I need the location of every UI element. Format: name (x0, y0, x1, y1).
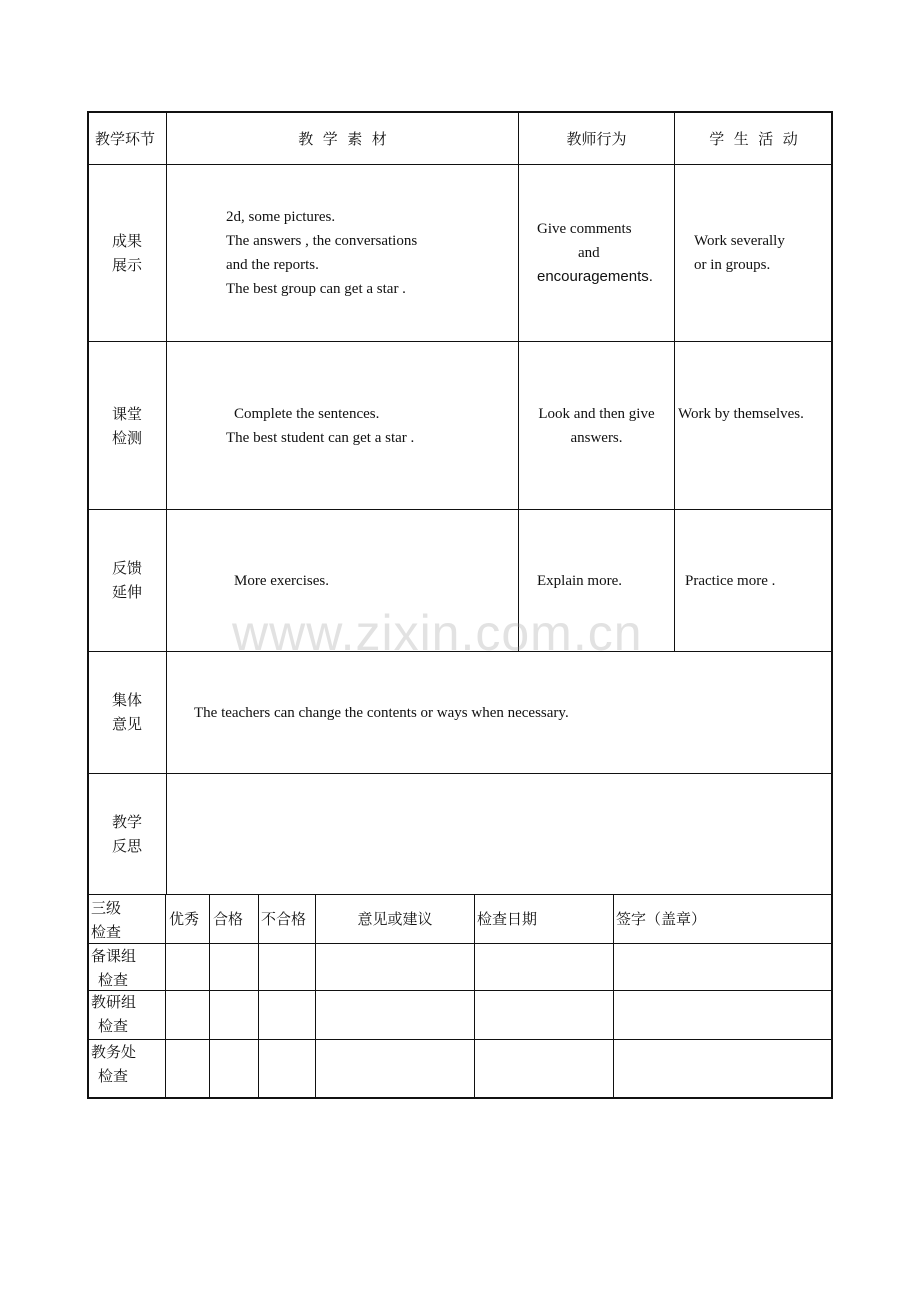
header-teacher: 教师行为 (566, 130, 627, 148)
check-excellent: 优秀 (169, 910, 200, 928)
col-divider (474, 894, 475, 1098)
row-divider (88, 894, 832, 895)
teacher-text: Look and then give answers. (538, 406, 655, 446)
col-divider (613, 894, 614, 1098)
check-date: 检查日期 (477, 910, 538, 928)
opinion-text: The teachers can change the contents or ways when necessary. (194, 705, 569, 721)
check-signature: 签字（盖章） (616, 910, 707, 928)
material-text: More exercises. (234, 573, 329, 589)
col-divider (518, 112, 519, 652)
student-text: Practice more . (685, 573, 776, 589)
row-divider (88, 341, 832, 342)
col-divider (165, 894, 166, 1098)
row-divider (88, 943, 832, 944)
header-material: 教 学 素 材 (298, 130, 387, 148)
material-text: Complete the sentences. The best student can get a star . (226, 406, 415, 446)
col-divider (674, 112, 675, 652)
student-text: Work severally or in groups. (694, 233, 785, 273)
stage-label: 反馈 延伸 (111, 559, 142, 601)
check-row-label: 教研组 检查 (91, 993, 137, 1035)
material-text: 2d, some pictures. The answers , the conversations and the reports. The best group can get a star . (226, 209, 418, 297)
col-divider (209, 894, 210, 1098)
check-row-label: 教务处 检查 (91, 1043, 137, 1085)
row-divider (88, 1039, 832, 1040)
stage-label: 课堂 检测 (111, 405, 142, 447)
row-divider (88, 990, 832, 991)
check-row-label: 备课组 检查 (91, 947, 137, 989)
check-label: 三级 检查 (91, 899, 122, 941)
check-fail: 不合格 (261, 910, 307, 928)
row-divider (88, 164, 832, 165)
reflection-area[interactable] (167, 774, 832, 894)
stage-label: 教学 反思 (111, 813, 142, 855)
student-text: Work by themselves. (678, 406, 804, 422)
header-stage: 教学环节 (95, 130, 156, 148)
stage-label: 集体 意见 (111, 691, 142, 733)
stage-label: 成果 展示 (111, 232, 142, 274)
teacher-text: Explain more. (537, 573, 622, 589)
header-student: 学 生 活 动 (709, 130, 798, 148)
row-divider (88, 509, 832, 510)
watermark: www.zixin.com.cn (232, 605, 643, 661)
check-comments: 意见或建议 (357, 910, 433, 928)
teacher-text: Give comments and encouragements. (537, 221, 653, 285)
check-pass: 合格 (213, 910, 244, 928)
col-divider (258, 894, 259, 1098)
